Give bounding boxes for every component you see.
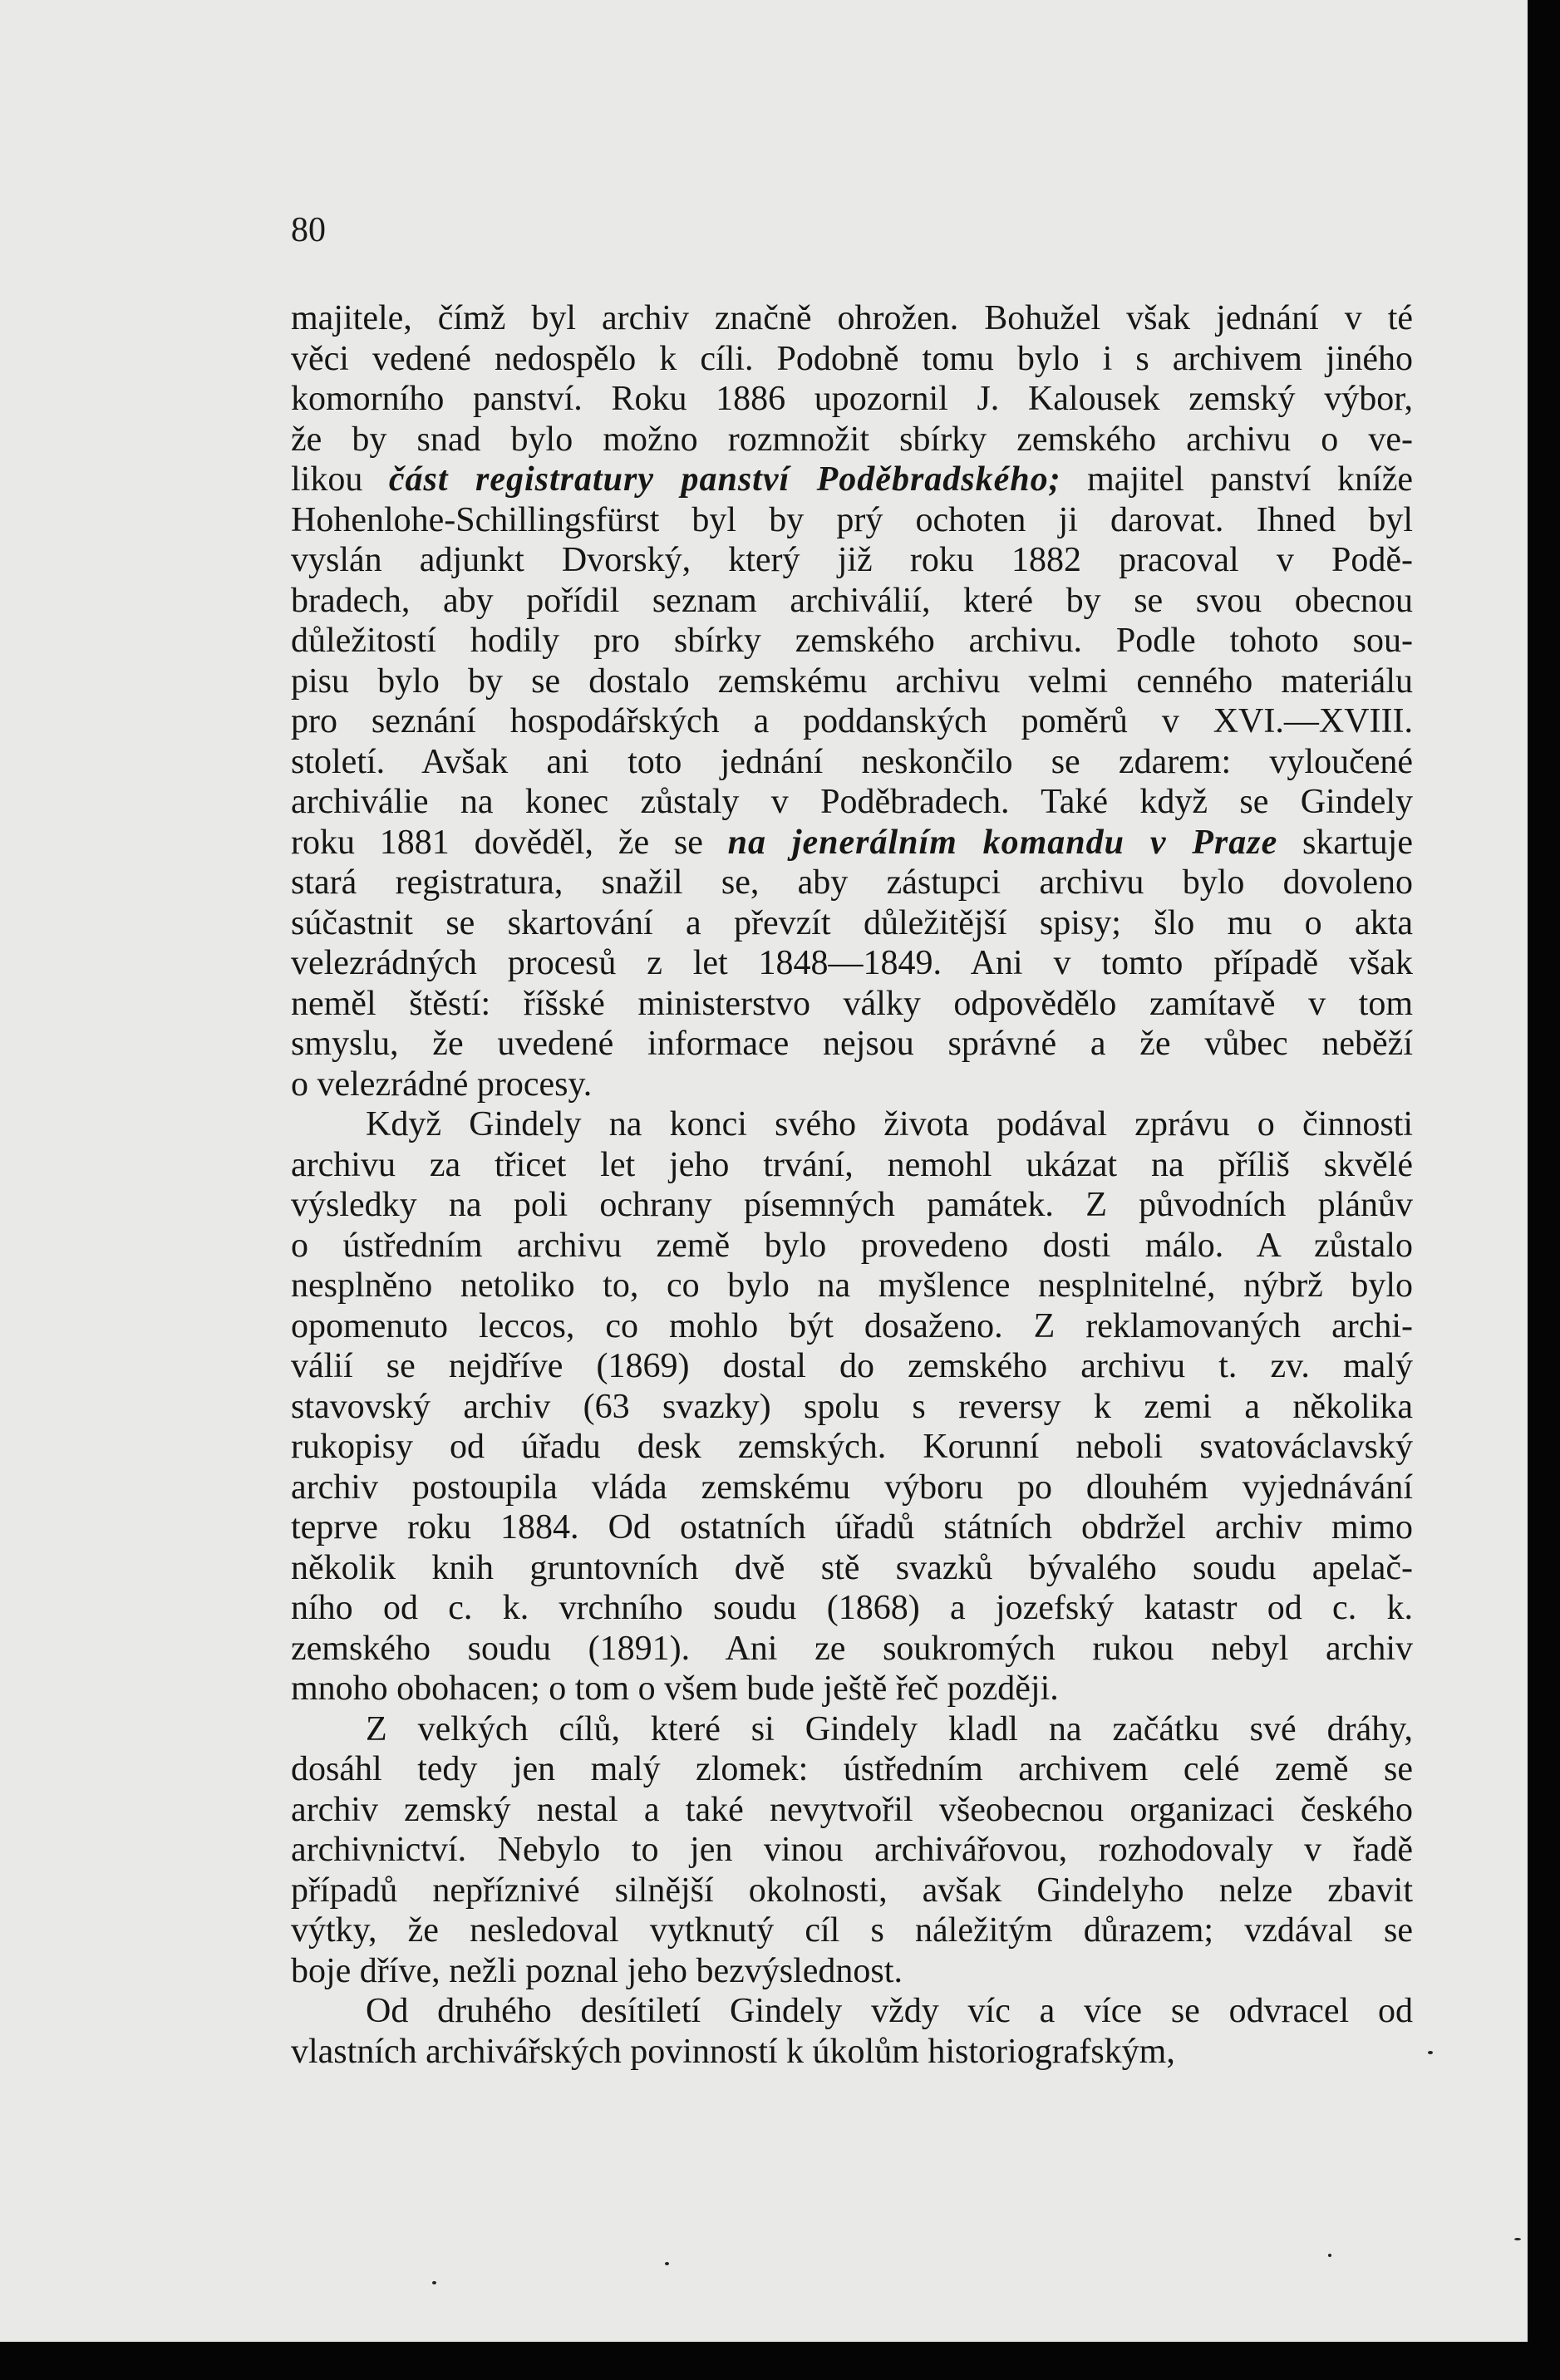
text-line: [291, 1749, 1413, 1790]
text-segment: vyslán adjunkt Dvorský, který již roku 1882 pracoval v Podě-: [291, 541, 1413, 579]
text-segment: archivu za třicet let jeho trvání, nemohl ukázat na příliš skvělé: [291, 1145, 1413, 1184]
text-line: [291, 1507, 1413, 1548]
text-line: [291, 1185, 1413, 1226]
text-line: [291, 1669, 1413, 1709]
text-line: [291, 1790, 1413, 1831]
text-line: [291, 621, 1413, 661]
text-line: [291, 782, 1413, 823]
text-segment: stavovský archiv (63 svazky) spolu s reversy k zemi a několika: [291, 1387, 1413, 1426]
text-line: [291, 1548, 1413, 1589]
text-segment: archiv zemský nestal a také nevytvořil všeobecnou organizaci českého: [291, 1790, 1413, 1829]
emphasized-text: na jenerálním komandu v Praze: [727, 823, 1278, 862]
text-segment: o ústředním archivu země bylo provedeno dosti málo. A zůstalo: [291, 1226, 1413, 1265]
text-line: [291, 943, 1413, 984]
emphasized-text: část registratury panství Poděbradského;: [388, 460, 1061, 499]
text-line: [291, 984, 1413, 1025]
scan-border-right: [1528, 0, 1560, 2380]
scan-speck: [1514, 2238, 1521, 2240]
text-segment: súčastnit se skartování a převzít důležitější spisy; šlo mu o akta: [291, 903, 1413, 942]
text-segment: opomenuto leccos, co mohlo být dosaženo. Z reklamovaných archi-: [291, 1306, 1413, 1345]
text-line: [291, 1468, 1413, 1508]
text-line: [291, 863, 1413, 903]
text-segment: Když Gindely na konci svého života podával zprávu o činnosti: [366, 1105, 1413, 1143]
text-line: [291, 1266, 1413, 1306]
text-segment: bradech, aby pořídil seznam archiválií, které by se svou obecnou: [291, 581, 1413, 620]
text-segment: pisu bylo by se dostalo zemskému archivu velmi cenného materiálu: [291, 661, 1413, 701]
text-line: [291, 1306, 1413, 1347]
text-segment: majitel panství kníže: [1061, 460, 1414, 499]
text-line: [291, 1226, 1413, 1266]
paragraph: [291, 298, 1413, 1104]
text-segment: komorního panství. Roku 1886 upozornil J. Kalousek zemský výbor,: [291, 380, 1413, 418]
text-segment: rukopisy od úřadu desk zemských. Korunní neboli svatováclavský: [291, 1428, 1413, 1466]
text-segment: Od druhého desítiletí Gindely vždy víc a více se odvracel od: [366, 1992, 1413, 2030]
text-line: [291, 1346, 1413, 1387]
scan-speck: [1428, 2051, 1433, 2054]
text-line: [291, 1024, 1413, 1065]
text-line: [291, 1629, 1413, 1669]
body-text: [291, 298, 1413, 2072]
text-segment: dosáhl tedy jen malý zlomek: ústředním archivem celé země se: [291, 1750, 1413, 1788]
text-line: [291, 540, 1413, 581]
text-line: [291, 2032, 1413, 2073]
text-segment: ního od c. k. vrchního soudu (1868) a jozefský katastr od c. k.: [291, 1589, 1413, 1627]
text-line: [291, 1830, 1413, 1871]
text-segment: archiválie na konec zůstaly v Poděbradech. Také když se Gindely: [291, 783, 1413, 821]
text-segment: století. Avšak ani toto jednání neskončilo se zdarem: vyloučené: [291, 742, 1413, 781]
text-line: [291, 420, 1413, 460]
text-segment: boje dříve, nežli poznal jeho bezvýslednost.: [291, 1951, 903, 1990]
text-segment: válií se nejdříve (1869) dostal do zemského archivu t. zv. malý: [291, 1347, 1413, 1385]
text-line: [291, 1065, 1413, 1105]
text-segment: archiv postoupila vláda zemskému výboru po dlouhém vyjednávání: [291, 1468, 1413, 1507]
text-segment: velezrádných procesů z let 1848—1849. Ani v tomto případě však: [291, 944, 1413, 982]
scan-speck: [665, 2262, 669, 2265]
text-segment: likou: [291, 460, 389, 499]
text-line: [291, 298, 1413, 339]
text-segment: roku 1881 dověděl, že se: [291, 823, 728, 862]
text-segment: pro seznání hospodářských a poddanských poměrů v XVI.—XVIII.: [291, 702, 1413, 740]
text-segment: vlastních archivářských povinností k úkolům historiografským,: [291, 2032, 1175, 2071]
text-segment: výsledky na poli ochrany písemných památek. Z původních plánův: [291, 1186, 1413, 1224]
text-line: [291, 460, 1413, 500]
text-line: [291, 1588, 1413, 1629]
text-segment: zemského soudu (1891). Ani ze soukromých rukou nebyl archiv: [291, 1629, 1413, 1668]
text-line: [291, 1951, 1413, 1992]
text-segment: smyslu, že uvedené informace nejsou správné a že vůbec neběží: [291, 1025, 1413, 1063]
text-line: [291, 823, 1413, 863]
page-number: 80: [291, 211, 326, 249]
text-line: [291, 1991, 1413, 2032]
text-segment: výtky, že nesledoval vytknutý cíl s náležitým důrazem; vzdával se: [291, 1911, 1413, 1950]
text-segment: Hohenlohe-Schillingsfürst byl by prý ochoten ji darovat. Ihned byl: [291, 500, 1413, 539]
text-segment: teprve roku 1884. Od ostatních úřadů státních obdržel archiv mimo: [291, 1508, 1413, 1547]
text-segment: stará registratura, snažil se, aby zástupci archivu bylo dovoleno: [291, 863, 1413, 902]
text-line: [291, 339, 1413, 380]
text-line: [291, 379, 1413, 420]
scan-speck: [1328, 2254, 1331, 2257]
text-segment: důležitostí hodily pro sbírky zemského archivu. Podle tohoto sou-: [291, 622, 1413, 660]
text-line: [291, 661, 1413, 702]
text-line: [291, 701, 1413, 742]
text-segment: několik knih gruntovních dvě stě svazků bývalého soudu apelač-: [291, 1548, 1413, 1587]
paragraph: [291, 1991, 1413, 2072]
text-segment: věci vedené nedospělo k cíli. Podobně tomu bylo i s archivem jiného: [291, 339, 1413, 378]
scan-border-bottom: [0, 2342, 1560, 2380]
text-segment: případů nepříznivé silnější okolnosti, avšak Gindelyho nelze zbavit: [291, 1871, 1413, 1910]
text-line: [291, 500, 1413, 541]
text-line: [291, 742, 1413, 783]
scan-speck: [432, 2281, 436, 2284]
text-line: [291, 1387, 1413, 1428]
text-line: [291, 1709, 1413, 1750]
text-segment: nesplněno netoliko to, co bylo na myšlence nesplnitelné, nýbrž bylo: [291, 1266, 1413, 1305]
text-line: [291, 581, 1413, 622]
text-line: [291, 1104, 1413, 1145]
text-line: [291, 1145, 1413, 1186]
text-segment: Z velkých cílů, které si Gindely kladl na začátku své dráhy,: [366, 1709, 1413, 1748]
paragraph: [291, 1709, 1413, 1992]
text-line: [291, 1910, 1413, 1951]
text-line: [291, 903, 1413, 944]
text-segment: archivnictví. Nebylo to jen vinou archivářovou, rozhodovaly v řadě: [291, 1831, 1413, 1869]
text-segment: neměl štěstí: říšské ministerstvo války odpovědělo zamítavě v tom: [291, 984, 1413, 1023]
paragraph: [291, 1104, 1413, 1709]
text-segment: majitele, čímž byl archiv značně ohrožen. Bohužel však jednání v té: [291, 299, 1413, 337]
text-segment: skartuje: [1277, 823, 1413, 862]
text-line: [291, 1427, 1413, 1468]
text-segment: mnoho obohacen; o tom o všem bude ještě řeč později.: [291, 1669, 1059, 1708]
text-segment: o velezrádné procesy.: [291, 1065, 593, 1104]
text-line: [291, 1871, 1413, 1911]
text-segment: že by snad bylo možno rozmnožit sbírky zemského archivu o ve-: [291, 420, 1413, 459]
